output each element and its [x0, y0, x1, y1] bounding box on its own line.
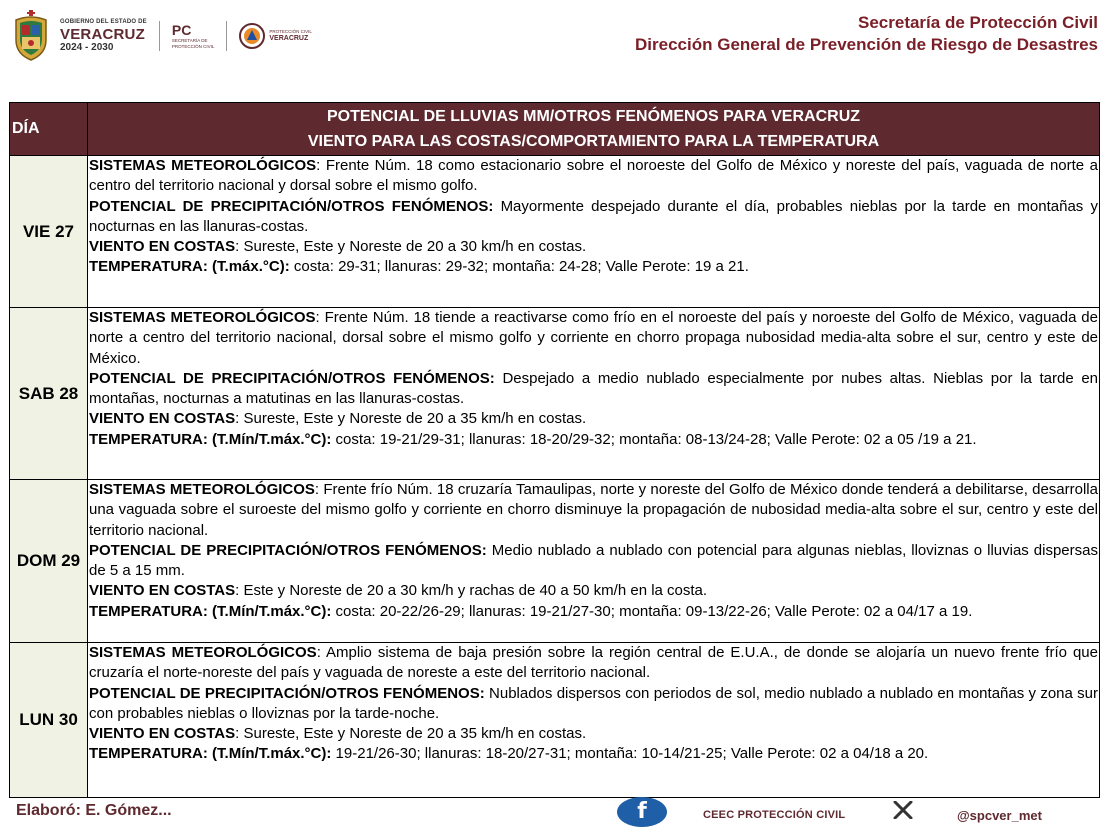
wind-label: VIENTO EN COSTAS	[89, 582, 236, 600]
day-cell: DOM 29	[10, 480, 88, 643]
precip-paragraph	[89, 369, 1098, 410]
header-title-line-1: Secretaría de Protección Civil	[858, 13, 1098, 32]
x-twitter-icon[interactable]	[889, 801, 917, 819]
temp-paragraph	[89, 602, 1098, 622]
column-header-title-2: VIENTO PARA LAS COSTAS/COMPORTAMIENTO PARA LA TEMPERATURA	[307, 133, 880, 150]
precip-text: Nublados dispersos con periodos de sol, medio nublado a nublado en montañas y zona sur con probables nieblas o lloviznas por la tarde-noche.	[89, 684, 1098, 722]
temp-label: TEMPERATURA: (T.máx.°C):	[89, 258, 290, 276]
systems-paragraph	[89, 643, 1098, 684]
systems-label: SISTEMAS METEOROLÓGICOS	[89, 157, 317, 174]
veracruz-coat-of-arms-icon	[10, 10, 52, 62]
header-logos	[10, 8, 312, 64]
wind-paragraph	[89, 409, 1098, 429]
day-cell: VIE 27	[10, 156, 88, 308]
wind-paragraph	[89, 724, 1098, 744]
gov-state-text: VERACRUZ	[60, 26, 145, 43]
pc-small-text-2: PROTECCIÓN CIVIL	[171, 44, 215, 49]
wind-paragraph	[89, 581, 1098, 601]
wind-text: : Sureste, Este y Noreste de 20 a 35 km/h en costas.	[235, 725, 587, 743]
forecast-cell	[88, 643, 1100, 798]
temp-text: 19-21/26-30; llanuras: 18-20/27-31; montaña: 10-14/21-25; Valle Perote: 02 a 04/18 a 20.	[331, 745, 929, 763]
temp-label: TEMPERATURA: (T.Mín/T.máx.°C):	[89, 602, 332, 620]
pc-logo	[172, 23, 215, 50]
precip-label: POTENCIAL DE PRECIPITACIÓN/OTROS FENÓMENOS:	[89, 684, 485, 702]
systems-label: SISTEMAS METEOROLÓGICOS	[89, 309, 316, 326]
precip-text: Despejado a medio nublado especialmente por nubes altas. Nieblas por la tarde en montañas, nocturnas a matutinas en las llanuras-costas.	[89, 369, 1098, 408]
header-title-line-2: Dirección General de Prevención de Riesgo de Desastres	[635, 35, 1098, 54]
table-header-row	[10, 103, 1100, 156]
wind-label: VIENTO EN COSTAS	[89, 238, 236, 256]
precip-paragraph	[89, 684, 1098, 725]
systems-text: : Frente Núm. 18 tiende a reactivarse como frío en el noroeste del país y noroeste del Golfo de México, vaguada de norte a centro del territorio nacional, dorsal sobre el mismo golfo y corriente en chorro propaga nubosidad media-alta sobre el sur, centro y este de México.	[89, 309, 1098, 367]
systems-label: SISTEMAS METEOROLÓGICOS	[89, 644, 317, 661]
gov-veracruz-logo	[60, 19, 147, 53]
facebook-icon[interactable]: f	[617, 797, 667, 827]
systems-text: : Frente frío Núm. 18 cruzaría Tamaulipas, norte y noreste del Golfo de México donde tenderá a debilitarse, desarrolla una vaguada sobre el suroeste del mismo golfo y corriente en chorro disminuye la propagación de nubosidad media-alta sobre el sur, centro y este del territorio nacional.	[89, 481, 1098, 539]
precip-paragraph	[89, 197, 1098, 238]
temp-text: costa: 29-31; llanuras: 29-32; montaña: 24-28; Valle Perote: 19 a 21.	[289, 258, 749, 276]
wind-text: : Sureste, Este y Noreste de 20 a 30 km/h en costas.	[235, 238, 587, 256]
table-row	[10, 643, 1100, 798]
temp-paragraph	[89, 430, 1098, 450]
pcv-small-text: PROTECCIÓN CIVIL	[269, 28, 312, 34]
systems-paragraph	[89, 480, 1098, 541]
precip-paragraph	[89, 541, 1098, 582]
forecast-table	[9, 102, 1100, 798]
precip-text: Mayormente despejado durante el día, probables nieblas por la tarde en montañas y nocturnas en las llanuras-costas.	[89, 197, 1098, 235]
temp-label: TEMPERATURA: (T.Mín/T.máx.°C):	[89, 430, 332, 448]
pc-big-text: PC	[171, 21, 192, 38]
column-header-title-1: POTENCIAL DE LLUVIAS MM/OTROS FENÓMENOS PARA VERACRUZ	[326, 108, 861, 125]
forecast-cell	[88, 156, 1100, 308]
gov-years-text: 2024 - 2030	[60, 42, 114, 53]
precip-label: POTENCIAL DE PRECIPITACIÓN/OTROS FENÓMENOS:	[89, 541, 487, 559]
table-row	[10, 308, 1100, 480]
column-header-main	[88, 103, 1100, 156]
temp-text: costa: 19-21/29-31; llanuras: 18-20/29-32; montaña: 08-13/24-28; Valle Perote: 02 a 05 /19 a 21.	[331, 430, 977, 448]
header-title-block	[635, 12, 1098, 56]
pc-veracruz-logo	[239, 23, 312, 49]
proteccion-civil-seal-icon	[239, 23, 265, 49]
x-handle-link[interactable]: @spcver_met	[957, 808, 1042, 823]
pc-small-text-1: SECRETARÍA DE	[171, 37, 208, 43]
temp-label: TEMPERATURA: (T.Mín/T.máx.°C):	[89, 745, 332, 763]
gov-small-text: GOBIERNO DEL ESTADO DE	[60, 19, 147, 25]
column-header-day: DÍA	[10, 103, 88, 156]
pcv-big-text: VERACRUZ	[269, 35, 309, 43]
day-cell: SAB 28	[10, 308, 88, 480]
temp-text: costa: 20-22/26-29; llanuras: 19-21/27-30; montaña: 09-13/22-26; Valle Perote: 02 a 04/17 a 19.	[331, 602, 973, 620]
precip-label: POTENCIAL DE PRECIPITACIÓN/OTROS FENÓMENOS:	[89, 197, 494, 215]
table-row	[10, 480, 1100, 643]
systems-paragraph	[89, 156, 1098, 197]
table-row	[10, 156, 1100, 308]
wind-text: : Sureste, Este y Noreste de 20 a 35 km/h en costas.	[235, 410, 587, 428]
wind-text: : Este y Noreste de 20 a 30 km/h y rachas de 40 a 50 km/h en la costa.	[235, 582, 708, 600]
wind-label: VIENTO EN COSTAS	[89, 725, 236, 743]
forecast-cell	[88, 308, 1100, 480]
temp-paragraph	[89, 257, 1098, 277]
wind-paragraph	[89, 237, 1098, 257]
facebook-page-link[interactable]: CEEC PROTECCIÓN CIVIL	[703, 809, 846, 821]
systems-text: : Amplio sistema de baja presión sobre la región central de E.U.A., de donde se alojaría un nuevo frente frío que cruzaría el norte-noreste del país y vaguada de noreste a este del territorio nacional.	[89, 644, 1098, 682]
forecast-cell	[88, 480, 1100, 643]
logo-divider	[159, 21, 160, 51]
precip-label: POTENCIAL DE PRECIPITACIÓN/OTROS FENÓMENOS:	[89, 369, 495, 387]
systems-paragraph	[89, 308, 1098, 369]
precip-text: Medio nublado a nublado con potencial para algunas nieblas, lloviznas o lluvias dispersas de 5 a 15 mm.	[89, 541, 1098, 580]
author-credit: Elaboró: E. Gómez...	[16, 802, 172, 819]
day-cell: LUN 30	[10, 643, 88, 798]
systems-label: SISTEMAS METEOROLÓGICOS	[89, 481, 315, 498]
systems-text: : Frente Núm. 18 como estacionario sobre el noroeste del Golfo de México y noreste del país, vaguada de norte a centro del territorio nacional y dorsal sobre el mismo golfo.	[89, 157, 1098, 195]
temp-paragraph	[89, 744, 1098, 764]
wind-label: VIENTO EN COSTAS	[89, 410, 236, 428]
logo-divider-2	[226, 21, 227, 51]
